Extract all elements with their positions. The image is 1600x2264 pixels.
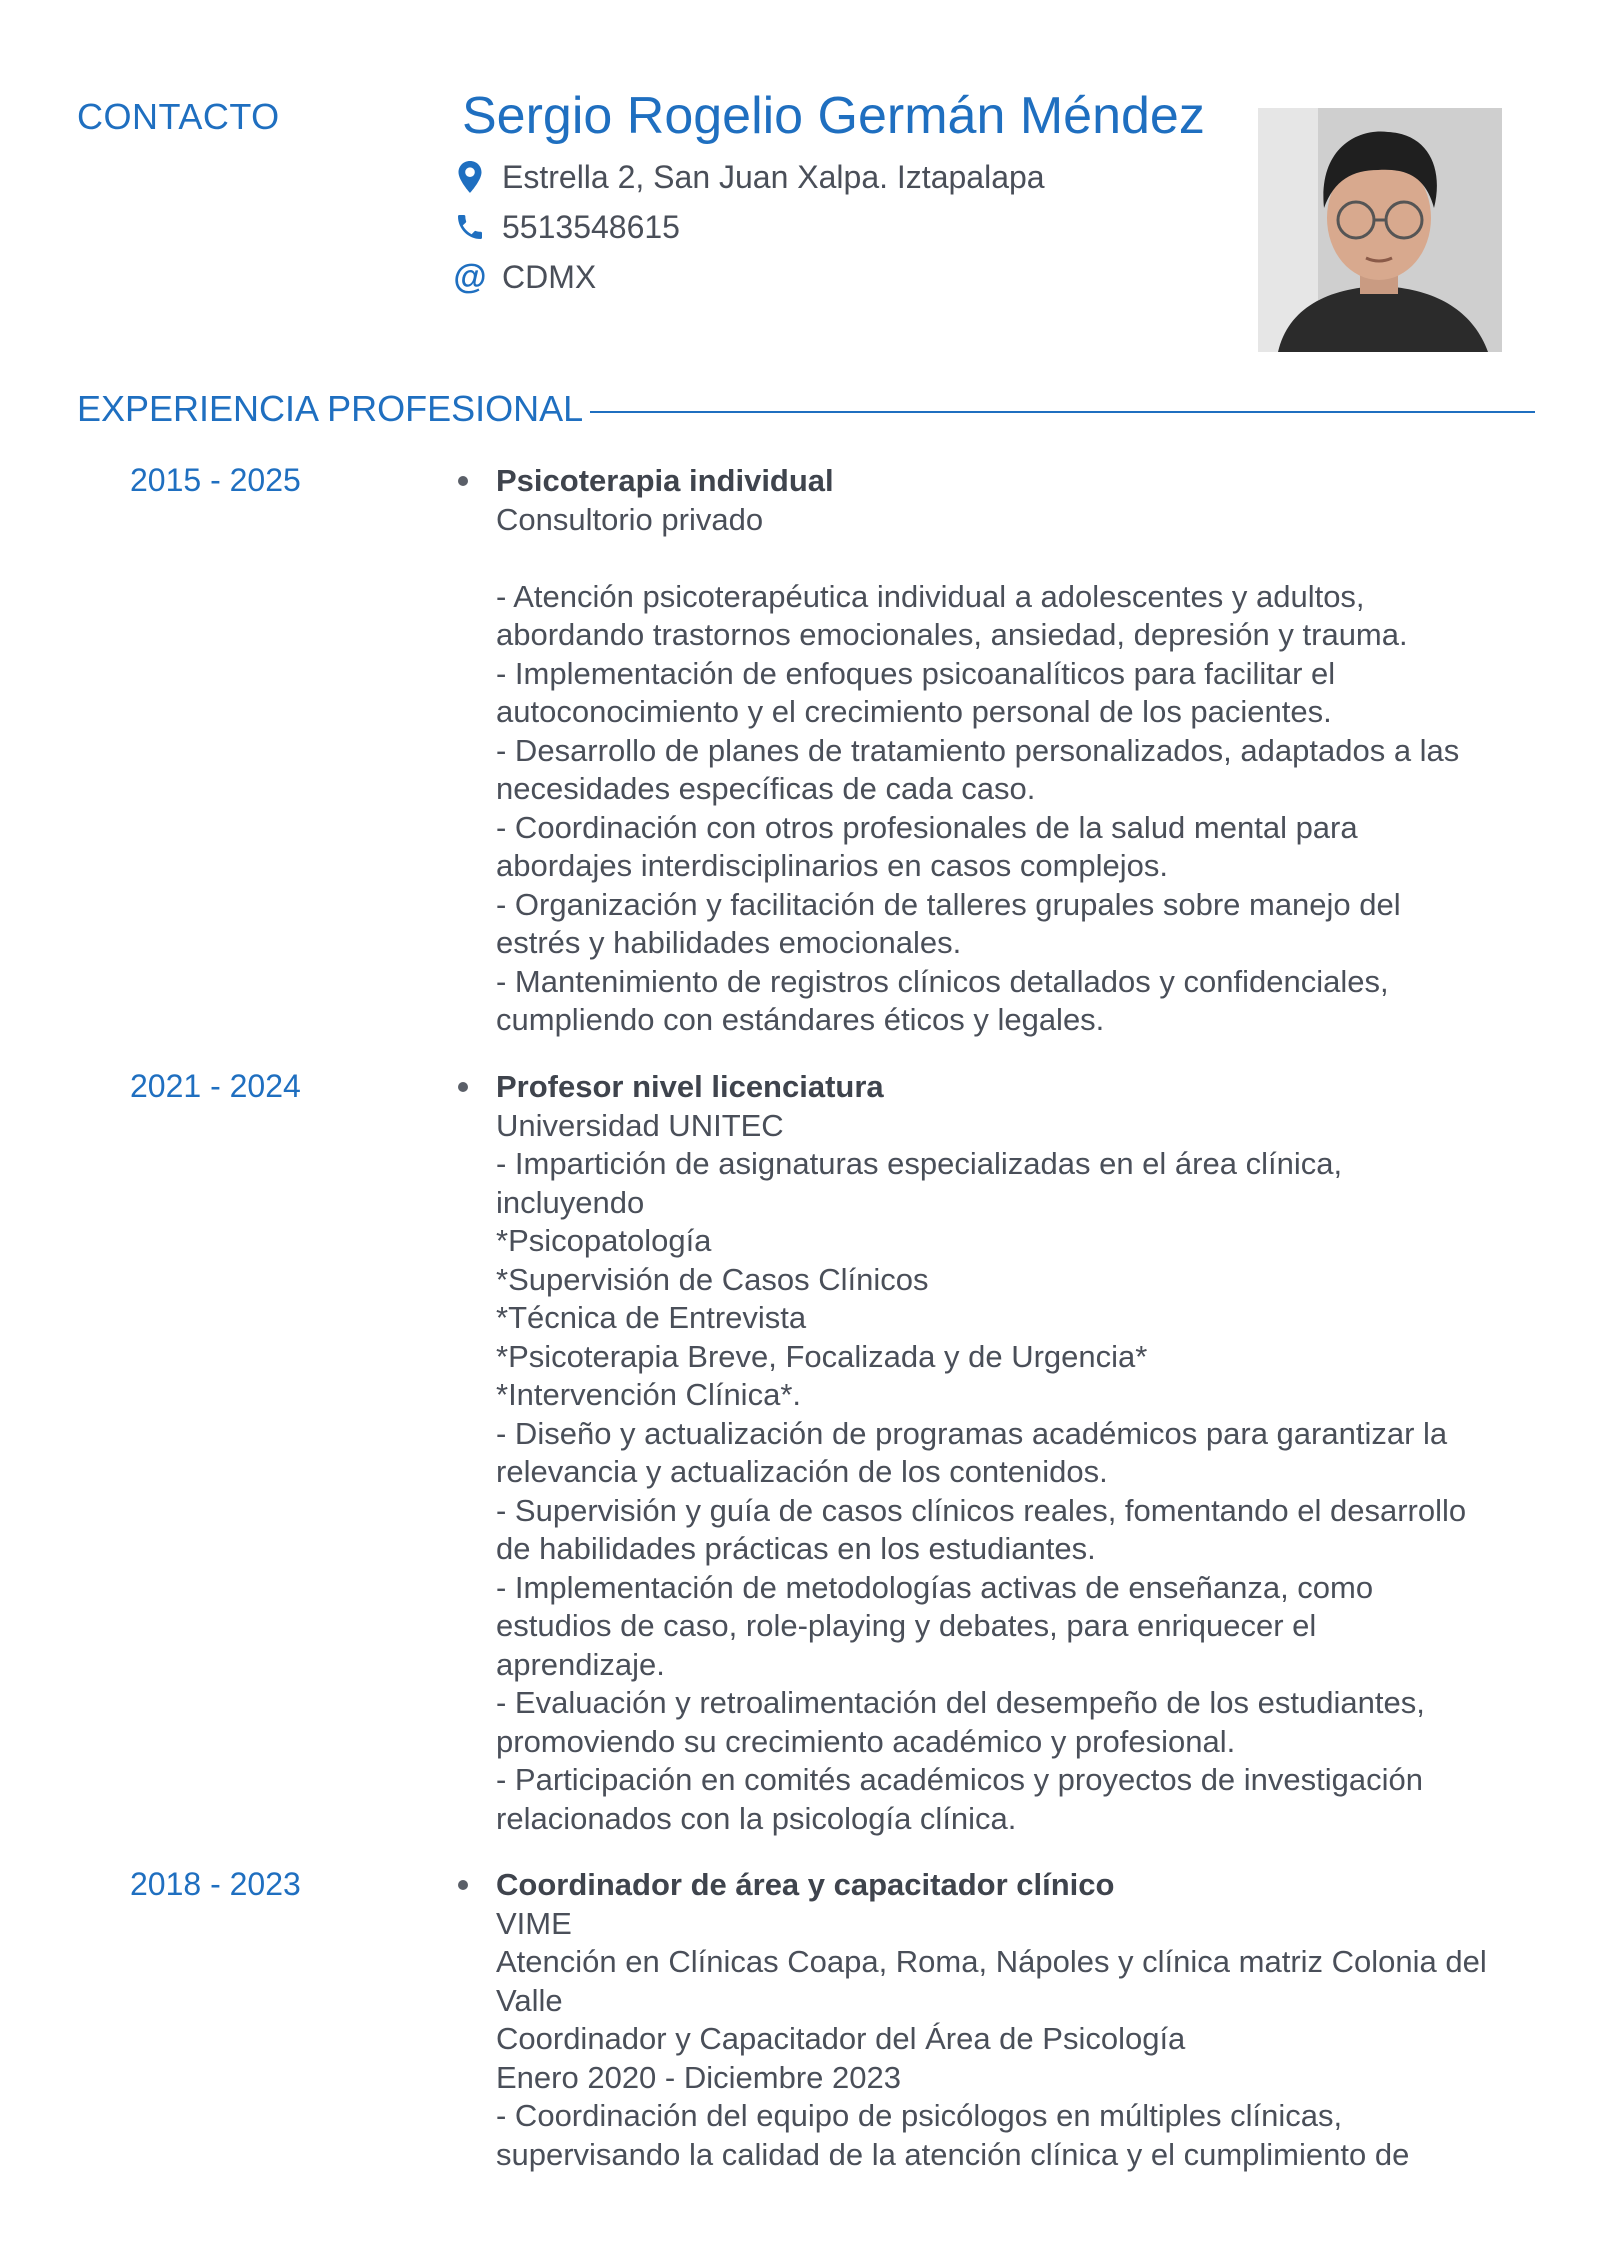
entry-line: VIME xyxy=(496,1905,572,1941)
bullet-icon xyxy=(458,1880,468,1890)
entry-spacer xyxy=(496,539,1546,578)
entry-line: incluyendo xyxy=(496,1184,645,1220)
candidate-name: Sergio Rogelio Germán Méndez xyxy=(462,87,1205,145)
entry-line: - Participación en comités académicos y proyectos de investigación xyxy=(496,1762,1424,1797)
entry-line: - Diseño y actualización de programas académicos para garantizar la xyxy=(496,1415,1448,1451)
entry-line: Atención en Clínicas Coapa, Roma, Nápoles y clínica matriz Colonia del xyxy=(496,1944,1487,1979)
contact-phone xyxy=(452,202,1045,252)
entry-line: necesidades específicas de cada caso. xyxy=(496,771,1036,806)
entry-line: - Coordinación con otros profesionales de la salud mental para xyxy=(496,809,1358,845)
bullet-icon xyxy=(458,476,468,486)
address-text: Estrella 2, San Juan Xalpa. Iztapalapa xyxy=(502,158,1045,195)
entry-line: *Psicoterapia Breve, Focalizada y de Urgencia* xyxy=(496,1338,1148,1374)
entry-years: 2021 - 2024 xyxy=(130,1068,301,1104)
entry-line: *Supervisión de Casos Clínicos xyxy=(496,1261,929,1297)
entry-line: - Mantenimiento de registros clínicos detallados y confidenciales, xyxy=(496,963,1389,999)
phone-icon xyxy=(452,209,488,245)
entry-line: relacionados con la psicología clínica. xyxy=(496,1800,1017,1836)
email-text: CDMX xyxy=(502,258,597,295)
entry-line: - Desarrollo de planes de tratamiento personalizados, adaptados a las xyxy=(496,732,1460,768)
entry-line: - Coordinación del equipo de psicólogos en múltiples clínicas, xyxy=(496,2098,1343,2133)
entry-line: abordajes interdisciplinarios en casos complejos. xyxy=(496,848,1169,883)
section-title-experience: EXPERIENCIA PROFESIONAL xyxy=(77,388,584,429)
entry-line: - Implementación de metodologías activas de enseñanza, como xyxy=(496,1569,1374,1605)
entry-line: - Organización y facilitación de talleres grupales sobre manejo del xyxy=(496,886,1401,922)
entry-line: autoconocimiento y el crecimiento personal de los pacientes. xyxy=(496,694,1332,729)
entry-line: - Evaluación y retroalimentación del desempeño de los estudiantes, xyxy=(496,1685,1425,1720)
entry-line: estrés y habilidades emocionales. xyxy=(496,925,962,960)
entry-years: 2015 - 2025 xyxy=(130,462,301,498)
entry-line: *Psicopatología xyxy=(496,1223,712,1258)
entry-line: Consultorio privado xyxy=(496,501,764,537)
entry-line: - Impartición de asignaturas especializadas en el área clínica, xyxy=(496,1146,1343,1181)
entry-title: Psicoterapia individual xyxy=(496,463,834,498)
profile-photo xyxy=(1258,108,1502,352)
entry-line: supervisando la calidad de la atención clínica y el cumplimiento de xyxy=(496,2136,1410,2172)
entry-line: - Atención psicoterapéutica individual a adolescentes y adultos, xyxy=(496,578,1365,614)
contact-address xyxy=(452,152,1045,202)
entry-line: *Intervención Clínica*. xyxy=(496,1377,801,1412)
entry-title: Coordinador de área y capacitador clínico xyxy=(496,1867,1115,1902)
entry-line: aprendizaje. xyxy=(496,1646,665,1682)
entry-line: abordando trastornos emocionales, ansiedad, depresión y trauma. xyxy=(496,617,1408,652)
entry-line: cumpliendo con estándares éticos y legales. xyxy=(496,1002,1105,1037)
entry-line: Valle xyxy=(496,1982,563,2018)
entry-line: relevancia y actualización de los contenidos. xyxy=(496,1454,1108,1489)
bullet-icon xyxy=(458,1082,468,1092)
section-divider xyxy=(590,411,1535,413)
entry-line: - Implementación de enfoques psicoanalíticos para facilitar el xyxy=(496,655,1336,691)
entry-years: 2018 - 2023 xyxy=(130,1866,301,1902)
phone-text: 5513548615 xyxy=(502,208,680,245)
at-icon: @ xyxy=(453,257,487,296)
contact-heading: CONTACTO xyxy=(77,96,280,137)
entry-line: promoviendo su crecimiento académico y profesional. xyxy=(496,1723,1236,1759)
contact-list xyxy=(452,152,1045,302)
entry-line: Enero 2020 - Diciembre 2023 xyxy=(496,2059,901,2095)
entry-line: *Técnica de Entrevista xyxy=(496,1300,807,1335)
location-pin-icon xyxy=(452,159,488,195)
entry-line: estudios de caso, role-playing y debates, para enriquecer el xyxy=(496,1608,1317,1643)
entry-line: - Supervisión y guía de casos clínicos reales, fomentando el desarrollo xyxy=(496,1492,1467,1528)
entry-title: Profesor nivel licenciatura xyxy=(496,1069,884,1104)
contact-email xyxy=(452,252,1045,302)
entry-line: Universidad UNITEC xyxy=(496,1107,784,1143)
entry-line: Coordinador y Capacitador del Área de Psicología xyxy=(496,2021,1186,2056)
entry-line: de habilidades prácticas en los estudiantes. xyxy=(496,1531,1096,1566)
